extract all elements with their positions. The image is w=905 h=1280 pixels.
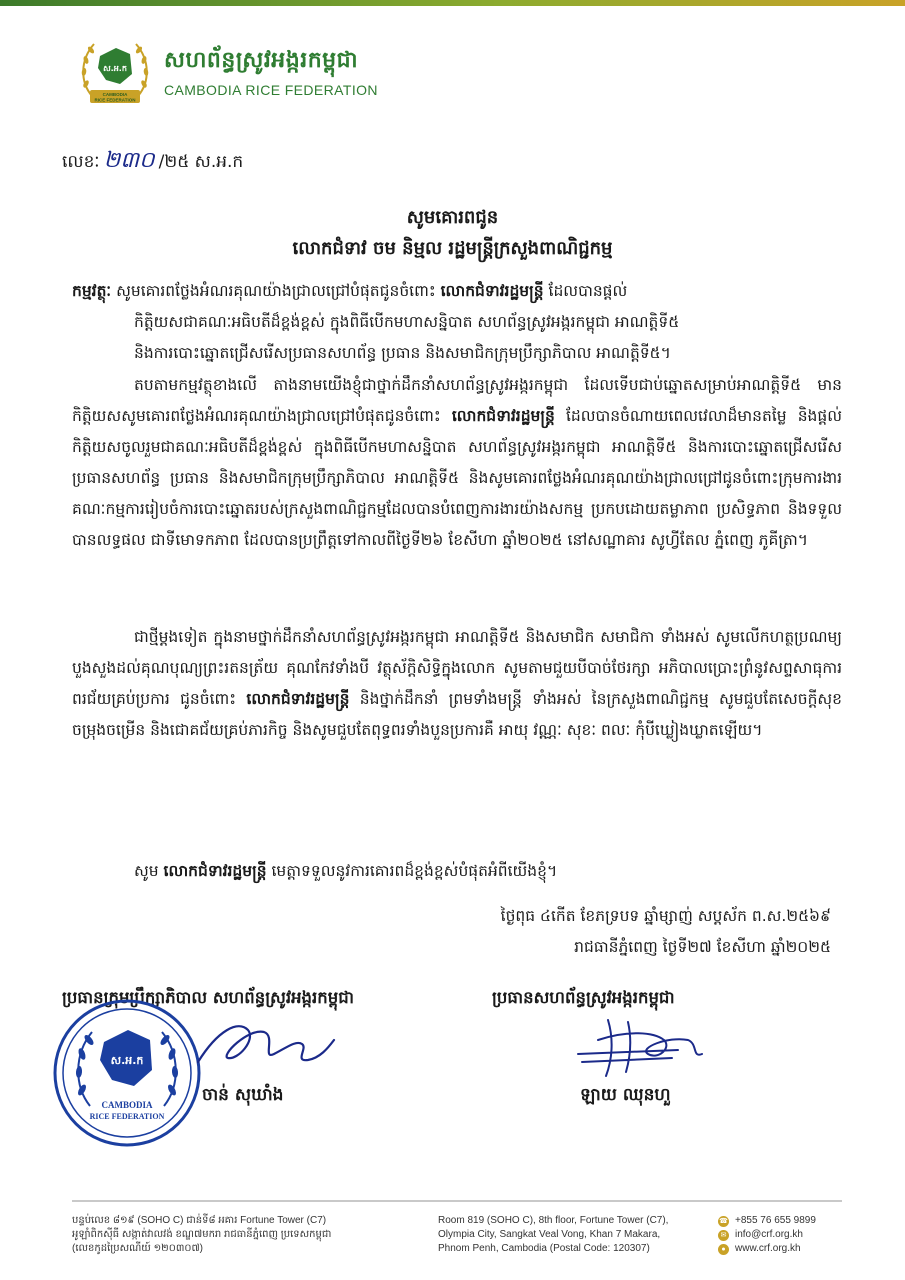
footer-divider (72, 1200, 842, 1202)
logo-text: ស.អ.ក (103, 64, 127, 73)
signature-left (178, 1010, 338, 1080)
reference-suffix: /២៥ ស.អ.ក (158, 152, 244, 172)
globe-icon: ● (718, 1244, 729, 1255)
footer-email[interactable]: info@crf.org.kh (735, 1229, 803, 1240)
paragraph-3-part-1: សូម (134, 862, 159, 880)
org-name-english: CAMBODIA RICE FEDERATION (164, 82, 378, 98)
org-name-khmer: សហព័ន្ធស្រូវអង្ករកម្ពុជា (164, 48, 359, 73)
footer-phone-row (718, 1214, 858, 1228)
footer-address-km-line-3: (លេខកូដប្រៃសណីយ៍ ១២០៣០៧) (72, 1243, 203, 1254)
footer-website-row (718, 1242, 858, 1256)
federation-logo (76, 34, 154, 108)
footer-contacts (718, 1214, 858, 1256)
paragraph-2-honorific: លោកជំទាវរដ្ឋមន្ត្រី (246, 690, 350, 708)
paragraph-1-part-2: ដែលបានចំណាយពេលវេលាដ៏មានតម្លៃ និងផ្តល់កិត្តិយសចូលរួមជាគណៈអធិបតីដ៏ខ្ពង់ខ្ពស់ ក្នុងពិធីបើកមហាសន្និបាត សហព័ន្ធស្រូវអង្ករកម្ពុជា អាណត្តិទី៥ និងការបោះឆ្នោតជ្រើសរើសប្រធានសហព័ន្ធ ប្រធាន និងសមាជិកក្រុមប្រឹក្សាភិបាល អាណត្តិទី៥ និងសូមគោរពថ្លែងអំណរគុណយ៉ាងជ្រាលជ្រៅជូនចំពោះក្រុមការងារគណៈកម្មការរៀបចំការបោះឆ្នោតរបស់ក្រសួងពាណិជ្ជកម្មដែលបានបំពេញការងារយ៉ាងសកម្ម ប្រកបដោយតម្លាភាព ប្រសិទ្ធភាព និងទទួលបានលទ្ធផល ជាទីមោទកភាព ដែលបានប្រព្រឹត្តទៅកាលពីថ្ងៃទី២៦ ខែសីហា ឆ្នាំ២០២៥ នៅសណ្ឋាគារ សូហ្វីតែល ភ្នំពេញ ភូគីត្រា។ (72, 407, 842, 549)
body-paragraph-2 (72, 622, 842, 746)
footer-address-khmer (72, 1214, 402, 1256)
footer-address-en-line-3: Phnom Penh, Cambodia (Postal Code: 120307) (438, 1243, 650, 1254)
subject-honorific: លោកជំទាវរដ្ឋមន្ត្រី (440, 282, 544, 300)
subject-text-b: ដែលបានផ្តល់ (548, 282, 628, 300)
logo-caption-2: RICE FEDERATION (94, 97, 136, 103)
subject-block (72, 276, 842, 369)
stamp-caption-2: RICE FEDERATION (89, 1112, 165, 1121)
subject-line-3: និងការបោះឆ្នោតជ្រើសរើសប្រធានសហព័ន្ធ ប្រធាន និងសមាជិកក្រុមប្រឹក្សាភិបាល អាណត្តិទី៥។ (134, 344, 671, 362)
paragraph-3-content (72, 856, 842, 887)
paragraph-3-honorific: លោកជំទាវរដ្ឋមន្ត្រី (163, 862, 267, 880)
subject-label: កម្មវត្ថុៈ (72, 282, 112, 300)
signature-right (568, 1010, 708, 1080)
subject-text-a: សូមគោរពថ្លែងអំណរគុណយ៉ាងជ្រាលជ្រៅបំផុតជូនចំពោះ (116, 282, 436, 300)
paragraph-1-part-1: តបតាមកម្មវត្ថុខាងលើ តាងនាមយើងខ្ញុំជាថ្នាក់ដឹកនាំសហព័ន្ធស្រូវអង្ករកម្ពុជា ដែលទើបជាប់ឆ្នោតសម្រាប់អាណត្តិទី៥ មានកិត្តិយសសូមគោរពថ្លែងអំណរគុណយ៉ាងជ្រាលជ្រៅបំផុតជូនចំពោះ (72, 376, 842, 425)
subject-line-1 (72, 276, 842, 307)
footer-address-km-line-2: អូឡាំពិកស៊ីធី សង្កាត់វាលវង់ ខណ្ឌ៧មករា រាជធានីភ្នំពេញ ប្រទេសកម្ពុជា (72, 1229, 332, 1240)
footer-phone[interactable]: +855 76 655 9899 (735, 1215, 816, 1226)
email-icon: ✉ (718, 1230, 729, 1241)
stamp-text: ស.អ.ក (110, 1054, 144, 1067)
reference-number (62, 146, 243, 178)
paragraph-1-honorific: លោកជំទាវរដ្ឋមន្ត្រី (451, 407, 555, 425)
paragraph-3-part-2: មេត្តាទទួលនូវការគោរពដ៏ខ្ពង់ខ្ពស់បំផុតអំពីយើងខ្ញុំ។ (271, 862, 558, 880)
footer-address-en-line-1: Room 819 (SOHO C), 8th floor, Fortune Tower (C7), (438, 1215, 669, 1226)
footer-email-row (718, 1228, 858, 1242)
body-paragraph-3 (72, 856, 842, 887)
footer-website[interactable]: www.crf.org.kh (735, 1243, 801, 1254)
paragraph-1-content (72, 370, 842, 556)
paragraph-2-content (72, 622, 842, 746)
subject-line-2: កិត្តិយសជាគណៈអធិបតីដ៏ខ្ពង់ខ្ពស់ ក្នុងពិធីបើកមហាសន្និបាត សហព័ន្ធស្រូវអង្ករកម្ពុជា អាណត្តិទី៥ (134, 313, 680, 331)
footer-address-km-line-1: បន្ទប់លេខ ៨១៩ (SOHO C) ជាន់ទី៨ អគារ Fortune Tower (C7) (72, 1215, 327, 1226)
date-lunar: ថ្ងៃពុធ ៤កើត ខែភទ្របទ ឆ្នាំម្សាញ់ សប្តស័ក ព.ស.២៥៦៩ (500, 907, 831, 925)
logo-caption-1: CAMBODIA (102, 92, 128, 97)
phone-icon: ☎ (719, 1217, 728, 1225)
signer-left-title: ប្រធានក្រុមប្រឹក្សាភិបាល សហព័ន្ធស្រូវអង្ករកម្ពុជា (62, 988, 354, 1007)
salutation-line-2: លោកជំទាវ ចម និម្មល រដ្ឋមន្ត្រីក្រសួងពាណិជ្ជកម្ម (292, 238, 613, 259)
signer-left-name: ចាន់ សុឃាំង (202, 1085, 284, 1105)
footer-address-english (438, 1214, 708, 1256)
date-solar: រាជធានីភ្នំពេញ ថ្ងៃទី២៧ ខែសីហា ឆ្នាំ២០២៥ (574, 938, 831, 956)
stamp-caption-1: CAMBODIA (101, 1100, 153, 1110)
salutation-line-1: សូមគោរពជូន (406, 207, 499, 228)
body-paragraph-1 (72, 370, 842, 556)
paragraph-2-part-1: ជាថ្មីម្តងទៀត ក្នុងនាមថ្នាក់ដឹកនាំសហព័ន្ធស្រូវអង្ករកម្ពុជា អាណត្តិទី៥ និងសមាជិក សមាជិកា ទាំងអស់ សូមលើកហត្ថប្រណម្យបួងសួងដល់គុណបុណ្យព្រះរតនត្រ័យ គុណកែវទាំងបី វត្ថុស័ក្តិសិទ្ធិក្នុងលោក សូមតាមជួយបីបាច់ថែរក្សា អភិបាលប្រោះព្រំនូវសព្ទសាធុការពរជ័យគ្រប់ប្រការ ជូនចំពោះ (72, 628, 842, 708)
paragraph-2-part-2: និងថ្នាក់ដឹកនាំ ព្រមទាំងមន្ត្រី ទាំងអស់ នៃក្រសួងពាណិជ្ជកម្ម សូមជួបតែសេចក្តីសុខ ចម្រុងចម្រើន និងជោគជ័យគ្រប់ភារកិច្ច និងសូមជួបតែពុទ្ធពរទាំងបួនប្រការគឺ អាយុ វណ្ណៈ សុខៈ ពលៈ កុំបីឃ្លៀងឃ្លាតឡើយ។ (72, 690, 843, 739)
reference-handwritten-number: ២៣០ (103, 148, 155, 173)
top-accent-bar (0, 0, 905, 6)
footer-address-en-line-2: Olympia City, Sangkat Veal Vong, Khan 7 Makara, (438, 1229, 661, 1240)
signer-right-title: ប្រធានសហព័ន្ធស្រូវអង្ករកម្ពុជា (492, 988, 675, 1007)
signer-right-name: ឡាយ ឈុនហួ (580, 1085, 671, 1105)
reference-prefix: លេខៈ (62, 152, 100, 172)
